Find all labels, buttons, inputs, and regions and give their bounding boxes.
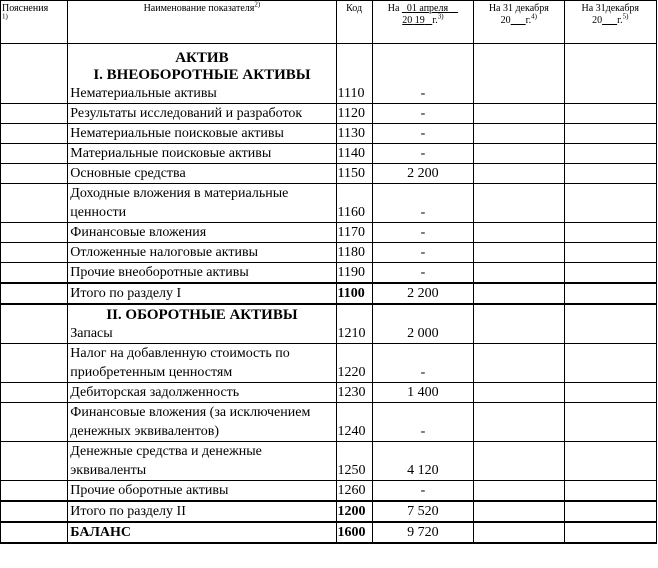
table-row [1,383,657,403]
section2-total-code: 1200 [336,501,372,522]
row-expl-cell [1,243,68,263]
header-date3-line1: На 31декабря [581,3,640,14]
row-code: 1210 [336,304,372,344]
row-name: Налог на добавленную стоимость по приобретенным ценностям [68,344,336,383]
row-empty-value [564,164,656,184]
section1-heading-row [1,44,657,104]
section2-heading-cell [68,304,336,344]
section1-total-row [1,283,657,304]
row-empty-value [564,184,656,223]
header-date2-year-blank [511,15,526,26]
header-date3-year-prefix: 20 [592,15,603,26]
row-empty-value [564,104,656,124]
header-indicator-name [68,1,336,44]
row-expl-cell [1,44,68,104]
table-row [1,243,657,263]
row-empty-value [474,44,564,104]
row-empty-value [474,501,564,522]
row-expl-cell [1,184,68,223]
row-value: 1 400 [372,383,473,403]
row-expl-cell [1,104,68,124]
row-expl-cell [1,344,68,383]
row-code: 1130 [336,124,372,144]
row-name: Доходные вложения в материальные ценности [68,184,336,223]
header-date1-sup: 3) [437,12,444,21]
section1-heading-cell [68,44,336,104]
header-date3 [564,1,656,44]
row-empty-value [474,283,564,304]
row-value: - [372,124,473,144]
row-code: 1110 [336,44,372,104]
row-empty-value [474,104,564,124]
row-empty-value [474,344,564,383]
section1-total-name: Итого по разделу I [68,283,336,304]
row-value: - [372,243,473,263]
row-empty-value [474,164,564,184]
header-date1-year-line [402,15,432,26]
header-date1-daymonth [402,3,458,14]
header-explanations-sup: 1) [2,12,8,21]
row-expl-cell [1,124,68,144]
row-code: 1240 [336,403,372,442]
row-empty-value [564,304,656,344]
row-name: Нематериальные активы [70,86,217,101]
row-value: - [372,184,473,223]
table-row [1,344,657,383]
row-empty-value [564,442,656,481]
row-empty-value [474,522,564,543]
row-name: Денежные средства и денежные эквиваленты [68,442,336,481]
header-date1-prefix: На [387,3,400,14]
table-row [1,184,657,223]
row-value: - [372,104,473,124]
row-value: - [372,223,473,243]
section1-total-code: 1100 [336,283,372,304]
table-row [1,164,657,184]
row-empty-value [564,481,656,502]
balance-row [1,522,657,543]
row-empty-value [474,403,564,442]
header-date1-suffix: г. [432,15,438,26]
balance-name: БАЛАНС [68,522,336,543]
section2-total-name: Итого по разделу II [68,501,336,522]
row-expl-cell [1,304,68,344]
row-name: Прочие оборотные активы [68,481,336,502]
balance-sheet-body [1,44,657,544]
row-value: 2 000 [372,304,473,344]
row-empty-value [564,501,656,522]
row-empty-value [564,144,656,164]
row-empty-value [564,243,656,263]
row-code: 1230 [336,383,372,403]
section2-heading-row [1,304,657,344]
section1-title: I. ВНЕОБОРОТНЫЕ АКТИВЫ [93,67,311,83]
table-row [1,442,657,481]
header-indicator-sup: 2) [254,0,261,9]
row-code: 1250 [336,442,372,481]
row-name: Финансовые вложения (за исключением денежных эквивалентов) [68,403,336,442]
header-date1-year-prefix: 20 [402,15,413,26]
row-expl-cell [1,481,68,502]
table-row [1,104,657,124]
section2-title: II. ОБОРОТНЫЕ АКТИВЫ [106,307,298,323]
row-expl-cell [1,522,68,543]
row-expl-cell [1,223,68,243]
row-empty-value [564,344,656,383]
header-date2-suffix: г. [525,15,532,26]
header-date1-daymonth-text: 01 апреля [406,3,449,14]
row-name: Прочие внеоборотные активы [68,263,336,284]
row-empty-value [564,383,656,403]
row-empty-value [474,304,564,344]
row-value: - [372,144,473,164]
row-name: Отложенные налоговые активы [68,243,336,263]
row-value: 2 200 [372,164,473,184]
row-value: - [372,263,473,284]
header-code-label: Код [346,3,363,14]
header-date2-line1: На 31 декабря [488,3,549,14]
header-date3-suffix: г. [617,15,623,26]
table-row [1,144,657,164]
row-empty-value [474,383,564,403]
header-date2-sup: 4) [531,12,537,21]
row-code: 1180 [336,243,372,263]
row-empty-value [564,522,656,543]
row-expl-cell [1,442,68,481]
row-code: 1260 [336,481,372,502]
row-code: 1190 [336,263,372,284]
row-expl-cell [1,283,68,304]
row-empty-value [474,223,564,243]
row-empty-value [564,223,656,243]
table-row [1,481,657,502]
row-code: 1120 [336,104,372,124]
section2-total-row [1,501,657,522]
row-expl-cell [1,164,68,184]
row-code: 1170 [336,223,372,243]
row-name: Запасы [70,326,113,341]
table-row [1,263,657,284]
header-code [336,1,372,44]
header-date1 [372,1,473,44]
table-header-row [1,1,657,44]
header-indicator-label: Наименование показателя [143,3,255,14]
row-empty-value [564,44,656,104]
section1-total-value: 2 200 [372,283,473,304]
header-date1-year: 19 [414,15,425,26]
row-expl-cell [1,144,68,164]
header-explanations [1,1,68,44]
row-code: 1150 [336,164,372,184]
row-name: Дебиторская задолженность [68,383,336,403]
row-empty-value [474,184,564,223]
row-name: Финансовые вложения [68,223,336,243]
row-empty-value [474,243,564,263]
row-value: 4 120 [372,442,473,481]
row-name: Результаты исследований и разработок [68,104,336,124]
row-code: 1140 [336,144,372,164]
row-empty-value [564,124,656,144]
row-value: - [372,344,473,383]
row-empty-value [474,442,564,481]
balance-value: 9 720 [372,522,473,543]
header-date3-sup: 5) [622,12,629,21]
row-value: - [372,44,473,104]
row-empty-value [474,124,564,144]
row-code: 1160 [336,184,372,223]
assets-title: АКТИВ [175,50,229,66]
row-expl-cell [1,263,68,284]
table-row [1,124,657,144]
row-expl-cell [1,403,68,442]
row-name: Нематериальные поисковые активы [68,124,336,144]
header-date2 [474,1,564,44]
header-explanations-label: Пояснения [2,3,49,14]
table-row [1,403,657,442]
row-code: 1220 [336,344,372,383]
balance-code: 1600 [336,522,372,543]
row-expl-cell [1,501,68,522]
section2-total-value: 7 520 [372,501,473,522]
row-name: Материальные поисковые активы [68,144,336,164]
row-name: Основные средства [68,164,336,184]
row-empty-value [474,144,564,164]
row-expl-cell [1,383,68,403]
row-empty-value [564,403,656,442]
row-value: - [372,403,473,442]
row-empty-value [474,481,564,502]
header-date3-year-blank [602,15,617,26]
table-row [1,223,657,243]
header-date2-year-prefix: 20 [500,15,511,26]
row-value: - [372,481,473,502]
row-empty-value [564,283,656,304]
row-empty-value [564,263,656,284]
row-empty-value [474,263,564,284]
